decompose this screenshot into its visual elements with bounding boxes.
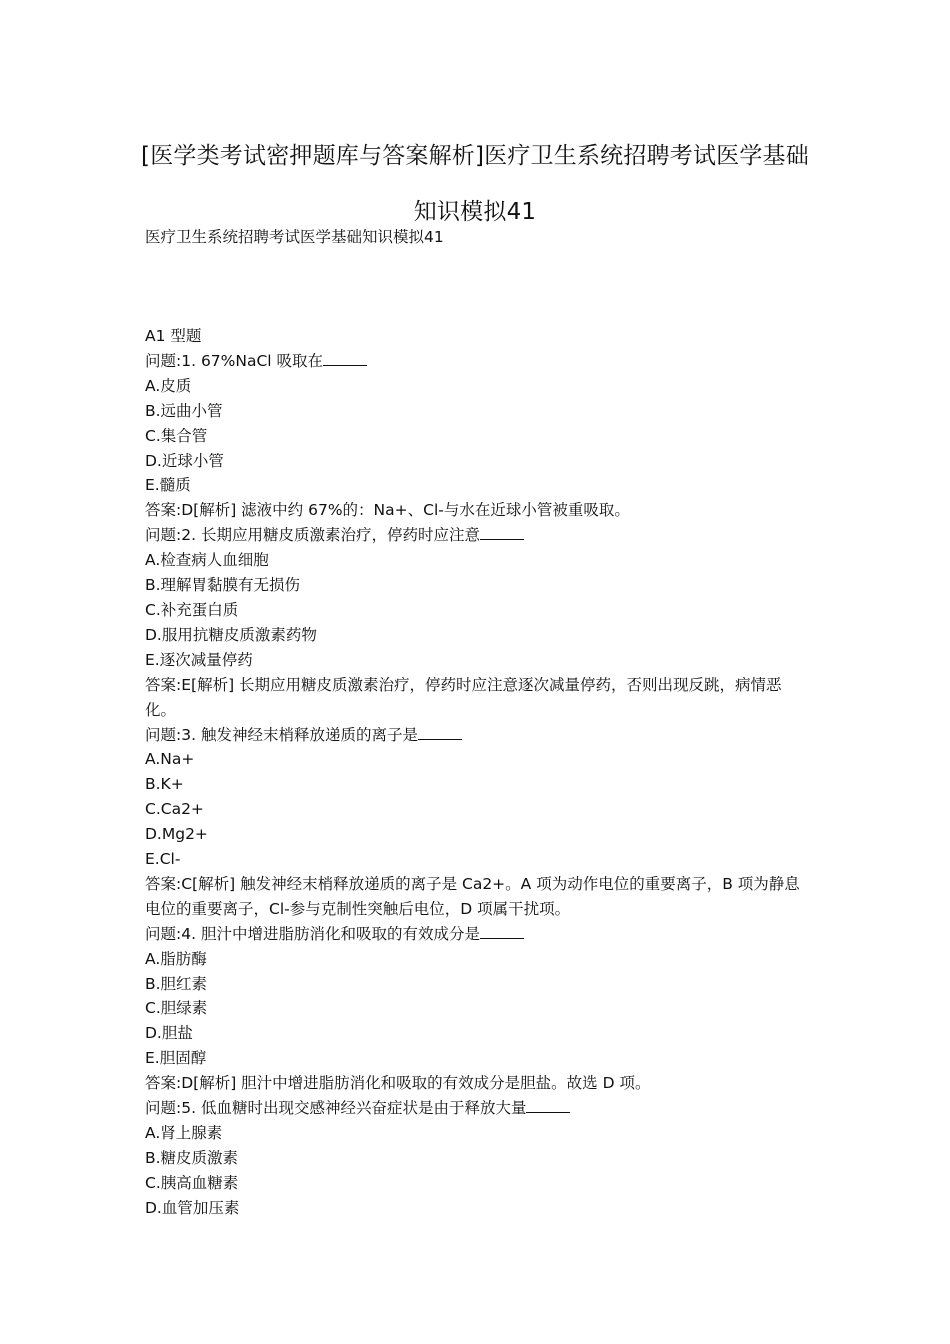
option-c: C.胰高血糖素: [145, 1173, 239, 1192]
option-b: B.糖皮质激素: [145, 1148, 239, 1167]
option-a: A.脂肪酶: [145, 949, 207, 968]
answer-blank: [480, 525, 524, 540]
option-e: E.髓质: [145, 476, 191, 495]
question-stem: 问题:4. 胆汁中增进脂肪消化和吸取的有效成分是: [145, 922, 810, 947]
title-line-1: [医学类考试密押题库与答案解析]医疗卫生系统招聘考试医学基础: [141, 143, 809, 169]
answer-blank: [323, 351, 367, 366]
document-subtitle: 医疗卫生系统招聘考试医学基础知识模拟41: [145, 228, 444, 246]
option-d: D.胆盐: [145, 1024, 193, 1043]
answer-explanation: 答案:E[解析] 长期应用糖皮质激素治疗，停药时应注意逐次减量停药，否则出现反跳，病情恶化。: [145, 675, 782, 719]
answer-blank: [526, 1098, 570, 1113]
option-d: D.血管加压素: [145, 1198, 240, 1217]
option-c: C.Ca2+: [145, 800, 204, 819]
question-stem: 问题:3. 触发神经末梢释放递质的离子是: [145, 723, 810, 748]
option-e: E.胆固醇: [145, 1049, 207, 1068]
option-b: B.胆红素: [145, 974, 208, 993]
option-b: B.K+: [145, 775, 184, 794]
option-c: C.胆绿素: [145, 999, 208, 1018]
option-c: C.补充蛋白质: [145, 600, 239, 619]
answer-blank: [418, 725, 462, 740]
answer-explanation: 答案:D[解析] 滤液中约 67%的：Na+、Cl-与水在近球小管被重吸取。: [145, 501, 630, 520]
answer-explanation: 答案:D[解析] 胆汁中增进脂肪消化和吸取的有效成分是胆盐。故选 D 项。: [145, 1074, 651, 1093]
option-a: A.肾上腺素: [145, 1124, 223, 1142]
option-b: B.远曲小管: [145, 401, 223, 420]
option-e: E.逐次减量停药: [145, 650, 253, 669]
option-a: A.皮质: [145, 376, 192, 395]
question-stem: 问题:5. 低血糖时出现交感神经兴奋症状是由于释放大量: [145, 1096, 810, 1121]
question-stem: 问题:1. 67%NaCl 吸取在: [145, 349, 810, 374]
answer-blank: [480, 924, 524, 939]
question-stem: 问题:2. 长期应用糖皮质激素治疗，停药时应注意: [145, 523, 810, 548]
answer-explanation: 答案:C[解析] 触发神经末梢释放递质的离子是 Ca2+。A 项为动作电位的重要离子，B 项为静息电位的重要离子，Cl-参与克制性突触后电位，D 项属干扰项。: [145, 874, 800, 918]
option-d: D.近球小管: [145, 451, 224, 470]
section-heading: A1 型题: [145, 327, 202, 345]
title-line-2: 知识模拟41: [413, 199, 537, 225]
document-title: [100, 128, 850, 240]
option-c: C.集合管: [145, 426, 208, 445]
option-d: D.服用抗糖皮质激素药物: [145, 625, 317, 644]
option-e: E.Cl-: [145, 850, 181, 869]
option-a: A.Na+: [145, 750, 195, 769]
option-d: D.Mg2+: [145, 825, 208, 844]
option-a: A.检查病人血细胞: [145, 551, 269, 570]
question-list: [145, 324, 810, 1221]
option-b: B.理解胃黏膜有无损伤: [145, 576, 301, 595]
